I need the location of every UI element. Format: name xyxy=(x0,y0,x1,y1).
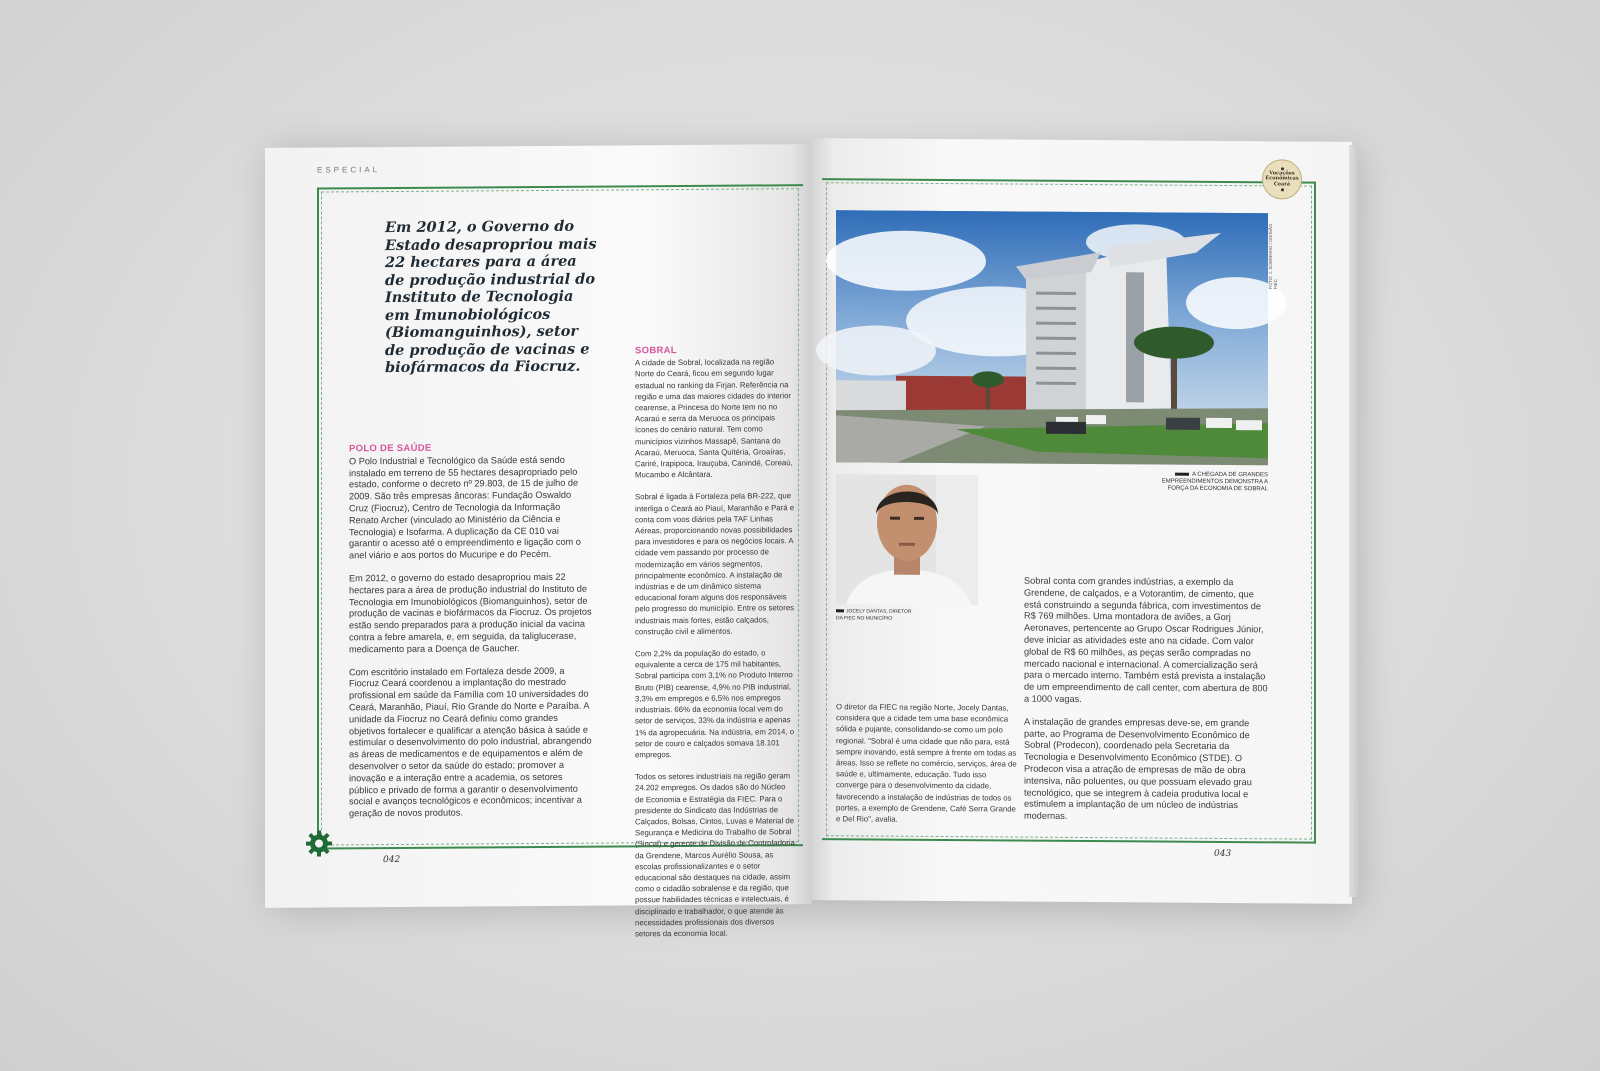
article-column-sobral xyxy=(635,344,795,950)
right-page xyxy=(812,138,1352,904)
paragraph: O Polo Industrial e Tecnológico da Saúde está sendo instalado em terreno de 55 hectares desapropriado pelo estado, conforme o decreto nº 29.803, de 15 de julho de 2009. São três empresas âncoras: Fundação Oswaldo Cruz (Fiocruz), Centro de Tecnologia da Informação Renato Archer (vinculado ao Ministério da Ciência e Tecnologia) e Isofarma. A duplicação da CE 010 vai garantir o acesso até o empreendimento e ligação com o anel viário e aos portos do Mucuripe e do Pecém. xyxy=(349,454,581,561)
gear-icon xyxy=(305,829,333,857)
badge-line: Ceará xyxy=(1273,181,1291,188)
badge-line: Econômicas xyxy=(1265,175,1299,182)
section-heading-sobral: SOBRAL xyxy=(635,345,677,357)
article-column-polo-saude xyxy=(349,442,592,832)
paragraph: A cidade de Sobral, localizada na região Norte do Ceará, ficou em segundo lugar estadual no ranking da Firjan. Referência na região e uma das maiores cidades do interior cearense, a Princesa do Norte tem no no Acaraú e serra da Meruoca os principais ícones do cenário natural. Tem como municípios vizinhos Massapê, Santana do Acaraú, Meruoca, Santa Quitéria, Groaíras, Cariré, Irapipoca, Irauçuba, Canindé, Coreaú, Mucambo e Alcântara. xyxy=(635,357,793,480)
page-stack-edge xyxy=(1349,145,1359,897)
paragraph: Todos os setores industriais na região geram 24.202 empregos. Os dados são do Núcleo de Economia e Estratégia da FIEC. Para o presidente do Sindicato das Indústrias de Calçados, Bolsas, Cintos, Luvas e Material de Segurança e Medicina do Trabalho de Sobral (Sincal) e gerente de Divisão de Controladoria da Grendene, Marcos Aurélio Sousa, as escolas profissionalizantes e o setor educacional são destaques na cidade, assim como o cidadão sobralense e da região, que possue habilidades técnicas e intelectuais, é disciplinado e trabalhador, o que atende às necessidades profissionais dos diversos setores da economia local. xyxy=(635,771,795,939)
vocacoes-badge xyxy=(1262,159,1302,199)
paragraph: Sobral é ligada à Fortaleza pela BR-222, que interliga o Ceará ao Piauí, Maranhão e Pará e conta com voos diários pela TAF Linhas Aéreas, proporcionando novas possibilidades para investidores e para os negócios locais. A cidade vem passando por processo de modernização em vários segmentos, principalmente econômico. A instalação de indústrias e de um dinâmico sistema educacional foram alguns dos responsáveis pelo progresso do município. Entre os setores industriais mais fortes, estão calçados, construção civil e alimentos. xyxy=(635,491,795,637)
section-heading-polo-saude: POLO DE SAÚDE xyxy=(349,442,432,455)
paragraph: Sobral conta com grandes indústrias, a exemplo da Grendene, de calçados, e a Votorantim, de cimento, que está construindo a segunda fábrica, com investimentos de R$ 769 milhões. Uma montadora de aviões, a Gorj Aeronaves, pertencente ao Grupo Oscar Rodrigues Júnior, deve iniciar as atividades este ano na cidade. Com valor global de R$ 60 milhões, as peças serão compradas no mercado nacional e internacional. A comercialização será para o mercado interno. Também está prevista a instalação de um empreendimento de call center, com abertura de 800 a 1000 vagas. xyxy=(1024,575,1268,704)
paragraph: A instalação de grandes empresas deve-se, em grande parte, ao Programa de Desenvolvimento Econômico de Sobral (Prodecon), coordenado pela Secretaria da Tecnologia e Desenvolvimento Econômico (STDE). O Prodecon visa a atração de empresas de mão de obra intensiva, não poluentes, ou que possuam elevado grau tecnológico, que se integrem à cadeia produtiva local e estimulem a implantação de um núcleo de indústrias modernas. xyxy=(1024,716,1252,822)
pullquote: Em 2012, o Governo do Estado desapropriou mais 22 hectares para a área de produção industrial do Instituto de Tecnologia em Imunobiológicos (Biomanguinhos), setor de produção de vacinas e biofármacos da Fiocruz. xyxy=(385,217,597,377)
article-column-interview xyxy=(836,701,1018,837)
page-number: 043 xyxy=(1214,848,1232,860)
page-number: 042 xyxy=(383,854,401,866)
badge-line: Vocações xyxy=(1269,170,1295,177)
left-page xyxy=(265,144,812,939)
badge-dot-icon xyxy=(1281,189,1284,192)
article-column-industries xyxy=(1024,576,1268,836)
section-label: ESPECIAL xyxy=(317,165,381,175)
portrait-photo xyxy=(836,474,978,605)
building-photo xyxy=(836,210,1268,465)
paragraph: Em 2012, o governo do estado desapropriou mais 22 hectares para a área de produção industrial do Instituto de Tecnologia em Imunobiológicos (Biomanguinhos), setor de produção de vacinas e biofármacos da Fiocruz. Os projetos estão sendo preparados para a produção inicial da vacina contra a febre amarela, e, em seguida, da taliglucerase, medicamento para a Doença de Gaucher. xyxy=(349,571,592,655)
photo-credit: FOTO: J. SOBRINHO / DIVISÃO FIEC xyxy=(1268,223,1278,290)
photo-caption: A CHEGADA DE GRANDES EMPREENDIMENTOS DEMONSTRA A FORÇA DA ECONOMIA DE SOBRAL xyxy=(1142,471,1268,493)
paragraph: Com escritório instalado em Fortaleza desde 2009, a Fiocruz Ceará coordenou a implantação do mestrado profissional em saúde da Família com 10 universidades do Ceará, Maranhão, Piauí, Rio Grande do Norte e Paraíba. A unidade da Fiocruz no Ceará definiu como grandes objetivos fortalecer e qualificar a atenção básica à saúde e estimular o desenvolvimento do polo industrial, abrangendo as áreas de medicamentos e de equipamentos e além de desenvolver o setor da saúde do estado; promover a inovação e a interação entre a academia, os setores público e privado de forma a garantir o desenvolvimento social e avanços tecnológicos e econômicos; incentivar a geração de novos produtos. xyxy=(349,665,592,819)
paragraph: O diretor da FIEC na região Norte, Jocely Dantas, considera que a cidade tem uma base econômica sólida e pujante, consolidando-se como um polo regional. "Sobral é uma cidade que não para, está sempre inovando, está sempre à frente em todas as áreas. Isso se reflete no comércio, serviços, área de saúde e, ultimamente, educação. Tudo isso converge para o desenvolvimento da cidade, favorecendo a instalação de indústrias de todos os portes, a exemplo de Grendene, Café Serra Grande e Del Rio", avalia. xyxy=(836,702,1017,824)
portrait-caption: JOCELY DANTAS, DIRETOR DA FIEC NO MUNICÍPIO xyxy=(836,608,916,622)
paragraph: Com 2,2% da população do estado, o equivalente a cerca de 175 mil habitantes, Sobral participa com 3,1% no Produto Interno Bruto (PIB) cearense, 4,9% no PIB industrial, 3,3% em empregos e 6,5% nos empregos industriais. 66% da economia local vem do setor de serviços, 33% da indústria e apenas 1% da agropecuária. Na indústria, em 2014, o setor de couro e calçados somava 18.101 empregos. xyxy=(635,648,795,760)
